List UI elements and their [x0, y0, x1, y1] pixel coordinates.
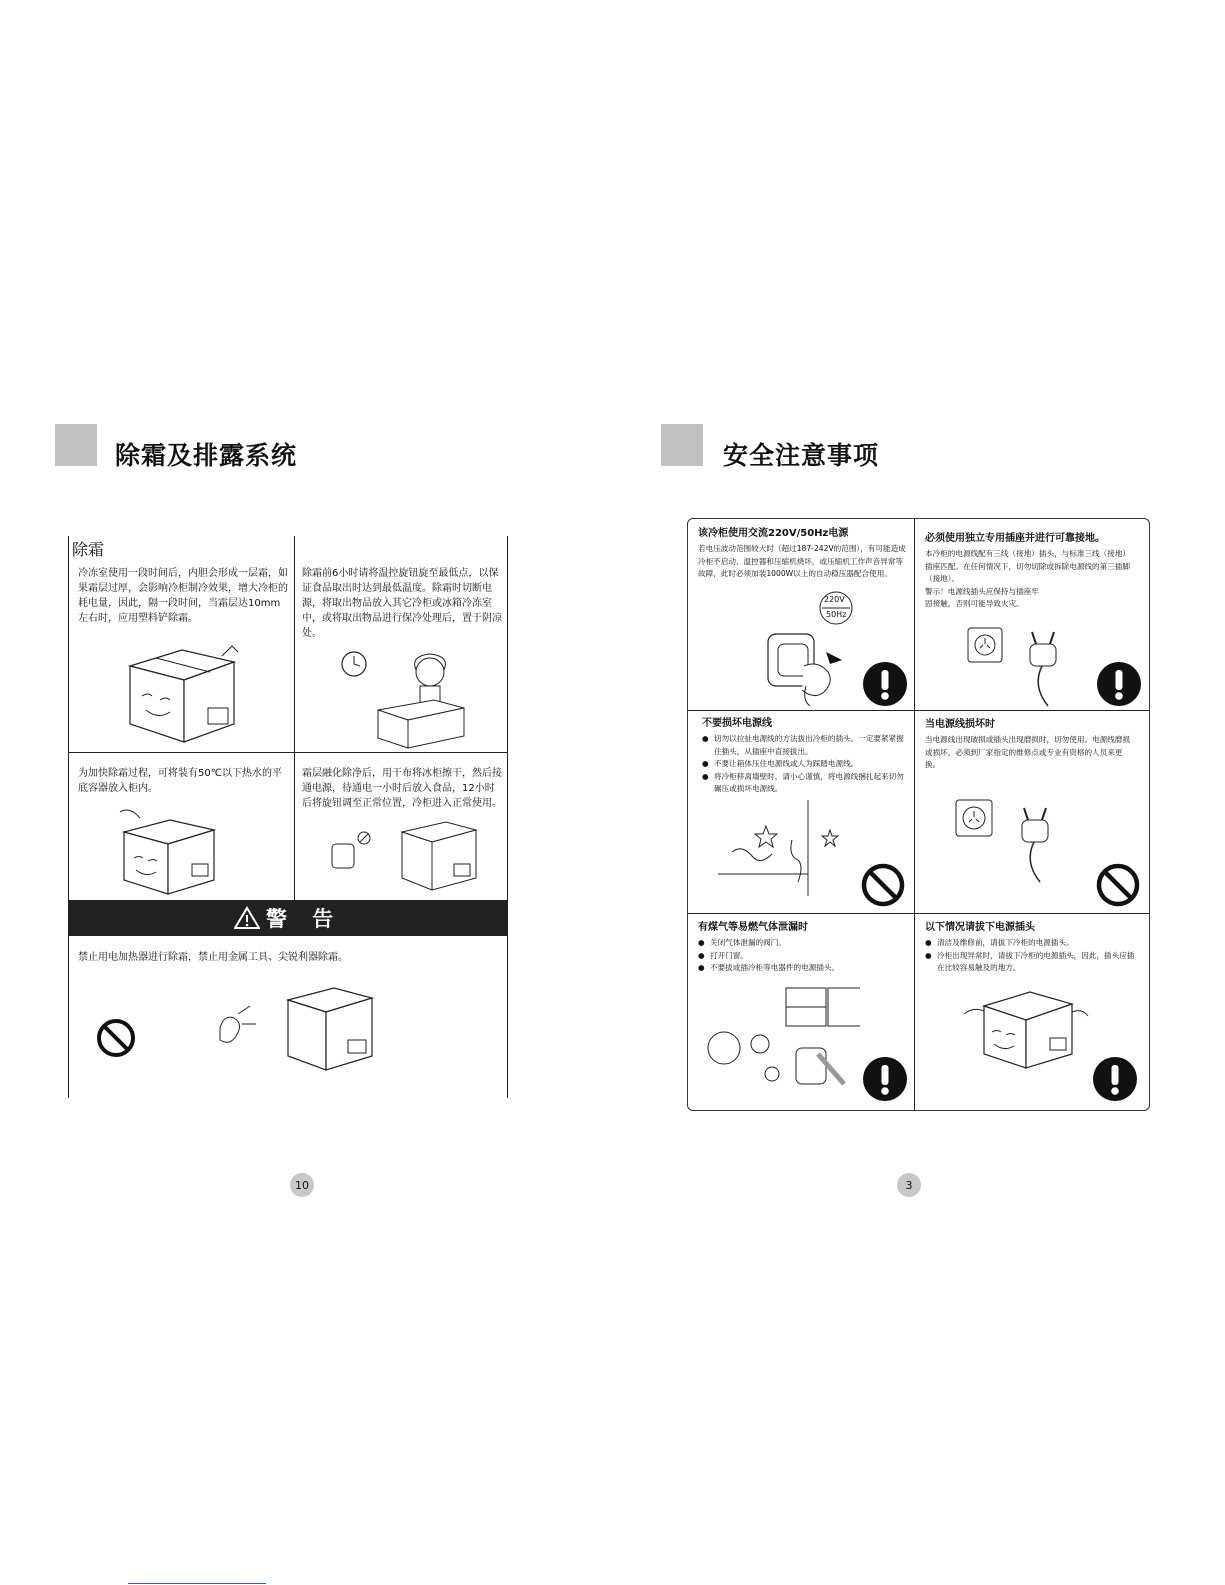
- safety-cell-power-cord: [702, 717, 910, 796]
- socket-plug-illustration: [966, 624, 1076, 710]
- bullet-item: ● 不要拔或插冷柜等电器件的电源插头。: [698, 963, 840, 972]
- mandatory-icon: [862, 1056, 908, 1102]
- defrost-text-3: 为加快除霜过程，可将装有50℃以下热水的平底容器放入柜内。: [78, 768, 282, 794]
- safety-cell-damaged-cord: [925, 718, 1137, 772]
- cell-text: 当电源线出现破损或插头出现磨损时，切勿使用。电源线磨损或损坏，必须到厂家指定的维修点或专业有资格的人员来更换。: [925, 735, 1131, 769]
- cell-text: 本冷柜的电源线配有三线（接地）插头，与标准三线（接地）插座匹配。在任何情况下，切勿切除或拆除电源线的第三插脚（接地）。: [925, 549, 1131, 583]
- warning-triangle-icon: [234, 906, 260, 930]
- cell-title: 有煤气等易燃气体泄漏时: [698, 922, 808, 933]
- cell-text: 若电压波动范围较大时（超过187-242V的范围），有可能造成冷柜不启动、温控器和压缩机烧坏，或压缩机工作声音异常等故障，此时必须加装1000W以上的自动稳压器配合使用。: [698, 544, 906, 578]
- bullet-item: ● 将冷柜移离墙壁时，请小心谨慎，将电源线捆扎起来切勿碾压或损坏电源线。: [702, 771, 904, 793]
- mandatory-icon: [1096, 661, 1142, 707]
- broken-plug-illustration: [952, 796, 1062, 886]
- left-page-title: 除霜及排露系统: [115, 441, 298, 470]
- gas-window-illustration: [700, 984, 860, 1094]
- safety-grid-row2: [688, 913, 1149, 914]
- unplug-freezer-illustration: [960, 984, 1090, 1070]
- prohibited-icon: [1095, 862, 1141, 908]
- plug-freezer-illustration: [330, 818, 486, 898]
- defrost-text-4: 霜层融化除净后，用干布将冰柜擦干，然后接通电源，待通电一小时后放入食品，12小时后将旋钮调至正常位置，冷柜进入正常使用。: [302, 768, 502, 809]
- cell-title: 不要损坏电源线: [702, 718, 772, 729]
- cell-title: 该冷柜使用交流220V/50Hz电源: [698, 528, 849, 539]
- freezer-scraping-illustration: [122, 638, 240, 750]
- left-frame-left: [68, 536, 69, 1098]
- warning-label: 警 告: [265, 907, 343, 931]
- bullet-item: ● 打开门窗。: [698, 950, 748, 960]
- mandatory-icon: [862, 661, 908, 707]
- left-title-marker: [55, 424, 97, 466]
- bullet-item: ● 冷柜出现异常时，请拔下冷柜的电源插头，因此，插头应插在比较容易触及的地方。: [925, 950, 1135, 972]
- safety-grid-row1: [688, 710, 1149, 711]
- safety-grid-vertical: [914, 518, 915, 1110]
- right-page-title: 安全注意事项: [723, 441, 880, 470]
- safety-cell-grounding: [925, 532, 1137, 611]
- warning-banner: [68, 900, 508, 936]
- bullet-item: ● 不要让箱体压住电源线或人为踩踏电源线。: [702, 759, 859, 768]
- safety-cell-gas-leak: [698, 921, 908, 975]
- left-frame-middle: [294, 536, 295, 901]
- left-frame-right: [507, 536, 508, 1098]
- bullet-item: ● 清洁及维修前，请拔下冷柜的电源插头。: [925, 938, 1074, 947]
- bullet-item: ● 切勿以拉扯电源线的方法拔出冷柜的插头。一定要紧紧握住插头，从插座中直接拔出。: [702, 734, 904, 756]
- safety-cell-unplug: [925, 921, 1137, 975]
- left-frame-divider: [68, 752, 508, 753]
- cell-title: 以下情况请拔下电源插头: [925, 922, 1035, 933]
- damaged-cord-illustration: [712, 800, 842, 896]
- cell-title: 必须使用独立专用插座并进行可靠接地。: [925, 533, 1105, 544]
- heater-freezer-illustration: [212, 984, 382, 1074]
- hot-water-freezer-illustration: [110, 806, 226, 896]
- right-page-number: 3: [897, 1173, 921, 1197]
- defrost-section-title: 除霜: [72, 540, 105, 559]
- bottom-link-line: [128, 1583, 266, 1584]
- safety-cell-power-supply: [698, 527, 908, 581]
- warning-text: 禁止用电加热器进行除霜，禁止用金属工具、尖锐利器除霜。: [78, 952, 348, 963]
- prohibited-icon: [860, 862, 906, 908]
- voltage-label-220v: 220V: [824, 595, 845, 604]
- defrost-text-2: 除霜前6小时请将温控旋钮旋至最低点，以保证食品取出时达到最低温度。除霜时切断电源，将取出物品放入其它冷柜或冰箱冷冻室中，或将取出物品进行保冷处理后，置于阴凉处。: [302, 568, 502, 639]
- right-title-marker: [661, 424, 703, 466]
- defrost-text-1: 冷冻室使用一段时间后，内胆会形成一层霜，如果霜层过厚，会影响冷柜制冷效果，增大冷柜的耗电量，因此，隔一段时间，当霜层达10mm左右时，应用塑料铲除霜。: [78, 568, 288, 624]
- prohibited-icon: [96, 1018, 136, 1058]
- voltage-label-50hz: 50Hz: [826, 610, 847, 619]
- cell-warning-text: 警示！电源线插头应保持与插座牢固接触，否则可能导致火灾。: [925, 586, 1039, 608]
- clock-person-illustration: [338, 650, 498, 750]
- cell-title: 当电源线损坏时: [925, 719, 995, 730]
- left-page-number: 10: [290, 1173, 314, 1197]
- mandatory-icon: [1092, 1056, 1138, 1102]
- socket-hand-illustration: [760, 626, 850, 706]
- bullet-item: ● 关闭气体泄漏的阀门。: [698, 938, 786, 947]
